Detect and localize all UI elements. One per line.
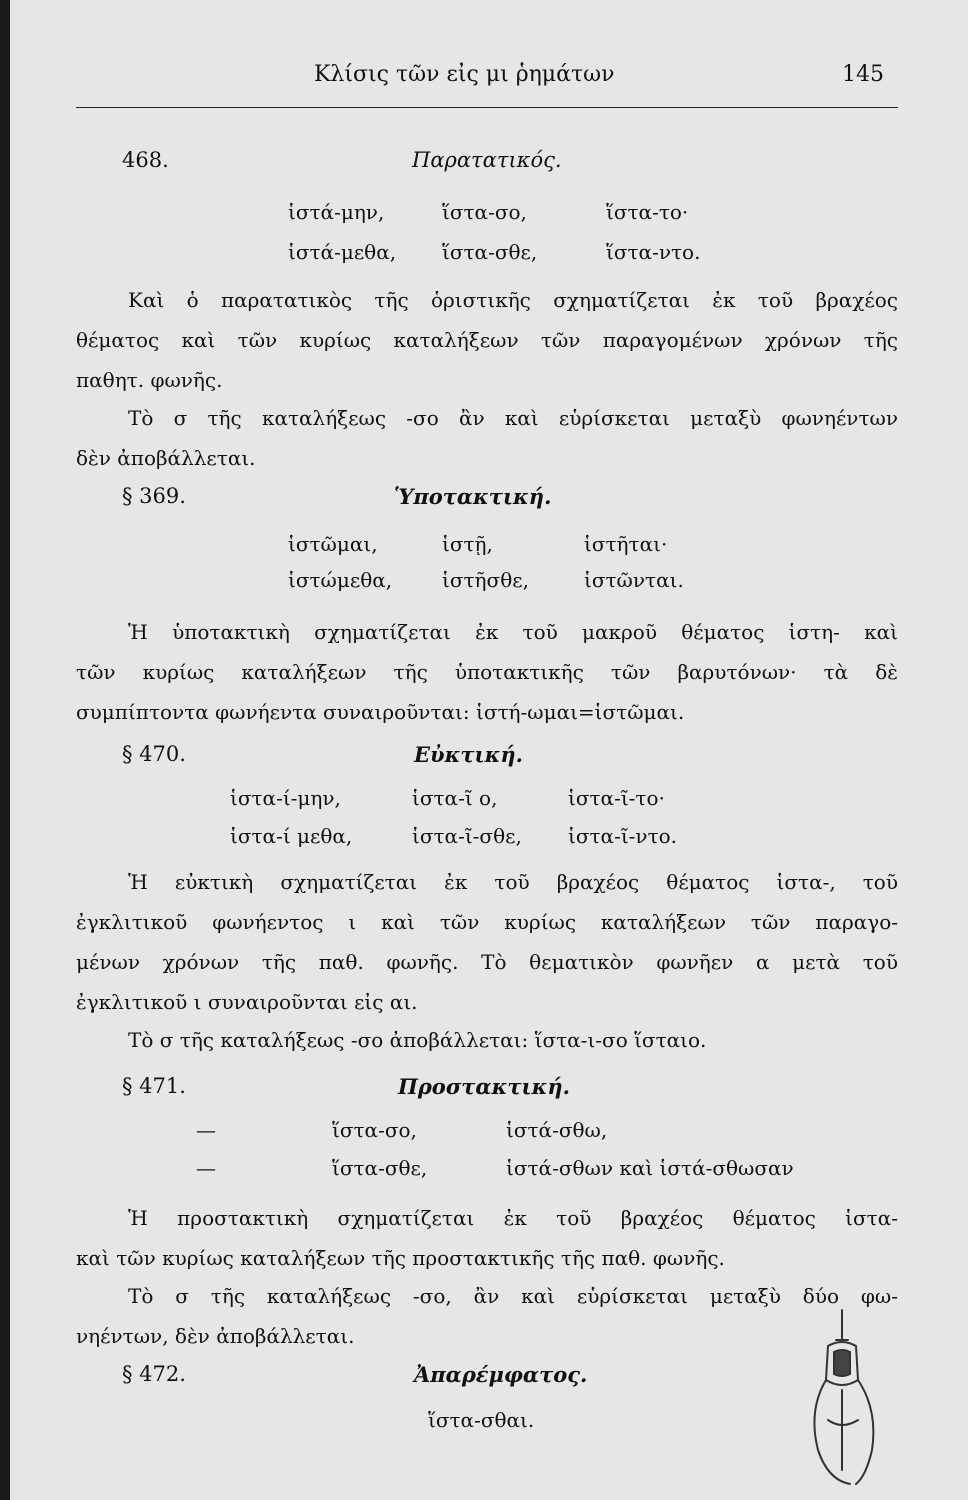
text-line: τῶν κυρίως καταλήξεων τῆς ὑποτακτικῆς τῶν βαρυτόνων· τὰ δὲ bbox=[76, 660, 898, 684]
section-title: Εὐκτική. bbox=[414, 742, 523, 767]
text-line: νηέντων, δὲν ἀποβάλλεται. bbox=[76, 1324, 355, 1348]
form: ἵστα-σθε, bbox=[332, 1156, 428, 1180]
form: ἵστα-σο, bbox=[442, 200, 527, 224]
text-line: ἐγκλιτικοῦ ι συναιροῦνται εἰς αι. bbox=[76, 990, 418, 1014]
text-line: Ἡ προστακτικὴ σχηματίζεται ἐκ τοῦ βραχέος θέματος ἱστα- bbox=[128, 1206, 898, 1230]
paragraph bbox=[76, 398, 898, 478]
section-number: § 471. bbox=[122, 1074, 186, 1098]
paragraph bbox=[76, 862, 898, 1022]
form: ἱστα-ί μεθα, bbox=[230, 824, 353, 848]
paragraph bbox=[76, 280, 898, 400]
section-number: § 369. bbox=[122, 484, 186, 508]
form: ἱστα-ῖ ο, bbox=[412, 786, 498, 810]
text-line: συμπίπτοντα φωνήεντα συναιροῦνται: ἱστή-ωμαι=ἱστῶμαι. bbox=[76, 700, 685, 724]
text-line: θέματος καὶ τῶν κυρίως καταλήξεων τῶν παραγομένων χρόνων τῆς bbox=[76, 328, 898, 352]
section-title: Παρατατικός. bbox=[412, 148, 562, 172]
form: ἵστα-σθαι. bbox=[428, 1408, 535, 1432]
form: ἱστῇ, bbox=[442, 532, 493, 556]
form: ἱστα-ῖ-ντο. bbox=[568, 824, 678, 848]
scan-edge bbox=[0, 0, 10, 1500]
text-line: παθητ. φωνῆς. bbox=[76, 368, 223, 392]
text-line: καὶ τῶν κυρίως καταλήξεων τῆς προστακτικῆς τῆς παθ. φωνῆς. bbox=[76, 1246, 725, 1270]
text-line: Ἡ ὑποτακτικὴ σχηματίζεται ἐκ τοῦ μακροῦ θέματος ἱστη- καὶ bbox=[128, 620, 898, 644]
form: ἱστῶμαι, bbox=[288, 532, 378, 556]
dash: — bbox=[196, 1156, 216, 1180]
text-line: Τὸ σ τῆς καταλήξεως -σο ἀποβάλλεται: ἵστα-ι-σο ἵσταιο. bbox=[128, 1028, 707, 1052]
form: ἱστά-μην, bbox=[288, 200, 385, 224]
running-header: Κλίσις τῶν εἰς μι ῥημάτων bbox=[314, 62, 615, 87]
text-line: Τὸ σ τῆς καταλήξεως -σο, ἂν καὶ εὑρίσκεται μεταξὺ δύο φω- bbox=[128, 1284, 898, 1308]
book-page bbox=[10, 0, 968, 1500]
text-line: μένων χρόνων τῆς παθ. φωνῆς. Τὸ θεματικὸν φωνῆεν α μετὰ τοῦ bbox=[76, 950, 898, 974]
paragraph bbox=[76, 1020, 898, 1060]
form: ἱστα-ῖ-σθε, bbox=[412, 824, 522, 848]
header-rule bbox=[76, 107, 898, 108]
page-number: 145 bbox=[842, 62, 884, 87]
dash: — bbox=[196, 1118, 216, 1142]
section-title: Ὑποτακτική. bbox=[394, 484, 552, 509]
section-title: Προστακτική. bbox=[398, 1074, 570, 1099]
paragraph bbox=[76, 612, 898, 732]
form: ἵστα-το· bbox=[606, 200, 689, 224]
form: ἵστα-ντο. bbox=[606, 240, 701, 264]
text-line: ἐγκλιτικοῦ φωνήεντος ι καὶ τῶν κυρίως καταλήξεων τῶν παραγο- bbox=[76, 910, 898, 934]
paragraph bbox=[76, 1198, 898, 1278]
section-number: 468. bbox=[122, 148, 169, 172]
section-number: § 472. bbox=[122, 1362, 186, 1386]
text-line: Ἡ εὐκτικὴ σχηματίζεται ἐκ τοῦ βραχέος θέματος ἱστα-, τοῦ bbox=[128, 870, 898, 894]
text-line: δὲν ἀποβάλλεται. bbox=[76, 446, 256, 470]
form: ἱστα-ί-μην, bbox=[230, 786, 341, 810]
text-line: Τὸ σ τῆς καταλήξεως -σο ἂν καὶ εὑρίσκεται μεταξὺ φωνηέντων bbox=[128, 406, 898, 430]
form: ἱστῶνται. bbox=[584, 568, 684, 592]
form: ἵστα-σθε, bbox=[442, 240, 538, 264]
pencil-sketch-icon bbox=[798, 1300, 918, 1490]
form: ἱστά-σθω, bbox=[506, 1118, 608, 1142]
form: ἱστώμεθα, bbox=[288, 568, 393, 592]
paragraph bbox=[76, 1276, 898, 1356]
form: ἱστα-ῖ-το· bbox=[568, 786, 665, 810]
section-number: § 470. bbox=[122, 742, 186, 766]
form: ἵστα-σο, bbox=[332, 1118, 417, 1142]
form: ἱστά-σθων καὶ ἱστά-σθωσαν bbox=[506, 1156, 794, 1180]
text-line: Καὶ ὁ παρατατικὸς τῆς ὁριστικῆς σχηματίζεται ἐκ τοῦ βραχέος bbox=[128, 288, 898, 312]
form: ἱστῆσθε, bbox=[442, 568, 529, 592]
form: ἱστά-μεθα, bbox=[288, 240, 397, 264]
section-title: Ἀπαρέμφατος. bbox=[414, 1362, 588, 1387]
form: ἱστῆται· bbox=[584, 532, 668, 556]
